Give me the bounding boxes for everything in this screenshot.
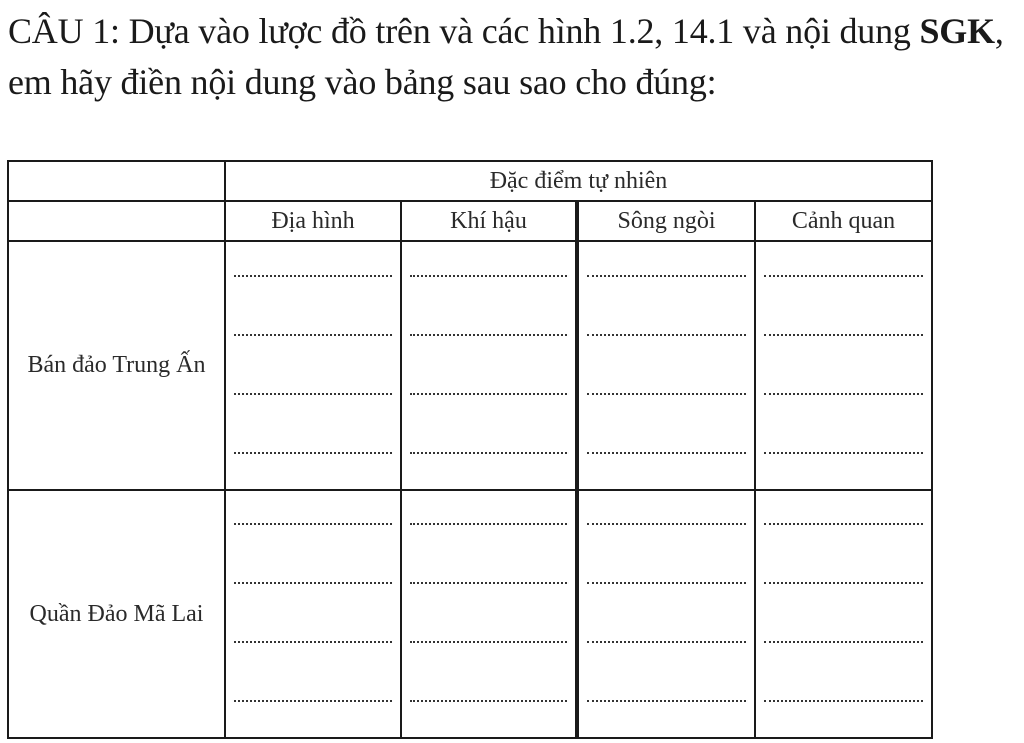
row-label-ban-dao-trung-an: Bán đảo Trung Ấn xyxy=(8,241,225,490)
header-corner-cell xyxy=(8,161,225,201)
dotted-line xyxy=(234,700,392,702)
row-label-quan-dao-ma-lai: Quần Đảo Mã Lai xyxy=(8,490,225,739)
answer-cell[interactable] xyxy=(225,490,401,739)
dotted-line xyxy=(410,582,567,584)
question-text xyxy=(8,6,1018,108)
answer-cell[interactable] xyxy=(755,241,932,490)
table-header-row xyxy=(8,161,932,201)
dotted-line xyxy=(587,700,746,702)
answer-cell[interactable] xyxy=(577,241,755,490)
answer-cell[interactable] xyxy=(225,241,401,490)
dotted-line xyxy=(234,393,392,395)
dotted-line xyxy=(587,641,746,643)
dotted-line xyxy=(234,334,392,336)
answer-table xyxy=(7,160,933,739)
column-header-khi-hau: Khí hậu xyxy=(401,201,577,241)
question-bold-sgk: SGK xyxy=(919,11,995,51)
answer-cell[interactable] xyxy=(401,241,577,490)
answer-cell[interactable] xyxy=(401,490,577,739)
column-header-song-ngoi: Sông ngòi xyxy=(577,201,755,241)
dotted-line xyxy=(764,700,923,702)
question-label: CÂU 1: xyxy=(8,11,120,51)
question-body-2: , em hãy điền nội dung vào bảng sau sao cho đúng: xyxy=(8,11,1004,102)
dotted-line xyxy=(234,523,392,525)
dotted-line xyxy=(234,275,392,277)
dotted-line xyxy=(587,523,746,525)
dotted-line xyxy=(764,334,923,336)
dotted-line xyxy=(764,641,923,643)
table-row xyxy=(8,490,932,739)
dotted-line xyxy=(234,452,392,454)
dotted-line xyxy=(410,641,567,643)
dotted-line xyxy=(764,275,923,277)
dotted-line xyxy=(410,523,567,525)
table-subheader-row xyxy=(8,201,932,241)
dotted-line xyxy=(764,452,923,454)
answer-cell[interactable] xyxy=(755,490,932,739)
dotted-line xyxy=(587,275,746,277)
dotted-line xyxy=(234,641,392,643)
question-body-1: Dựa vào lược đồ trên và các hình 1.2, 14.1 và nội dung xyxy=(119,11,920,51)
dotted-line xyxy=(410,393,567,395)
dotted-line xyxy=(587,393,746,395)
dotted-line xyxy=(764,523,923,525)
dotted-line xyxy=(764,582,923,584)
dotted-line xyxy=(234,582,392,584)
column-header-canh-quan: Cảnh quan xyxy=(755,201,932,241)
dotted-line xyxy=(764,393,923,395)
answer-cell[interactable] xyxy=(577,490,755,739)
table-row xyxy=(8,241,932,490)
dotted-line xyxy=(410,334,567,336)
dotted-line xyxy=(410,700,567,702)
column-header-dia-hinh: Địa hình xyxy=(225,201,401,241)
dotted-line xyxy=(410,275,567,277)
group-header: Đặc điểm tự nhiên xyxy=(225,161,932,201)
dotted-line xyxy=(587,334,746,336)
dotted-line xyxy=(410,452,567,454)
subheader-corner-cell xyxy=(8,201,225,241)
dotted-line xyxy=(587,582,746,584)
dotted-line xyxy=(587,452,746,454)
